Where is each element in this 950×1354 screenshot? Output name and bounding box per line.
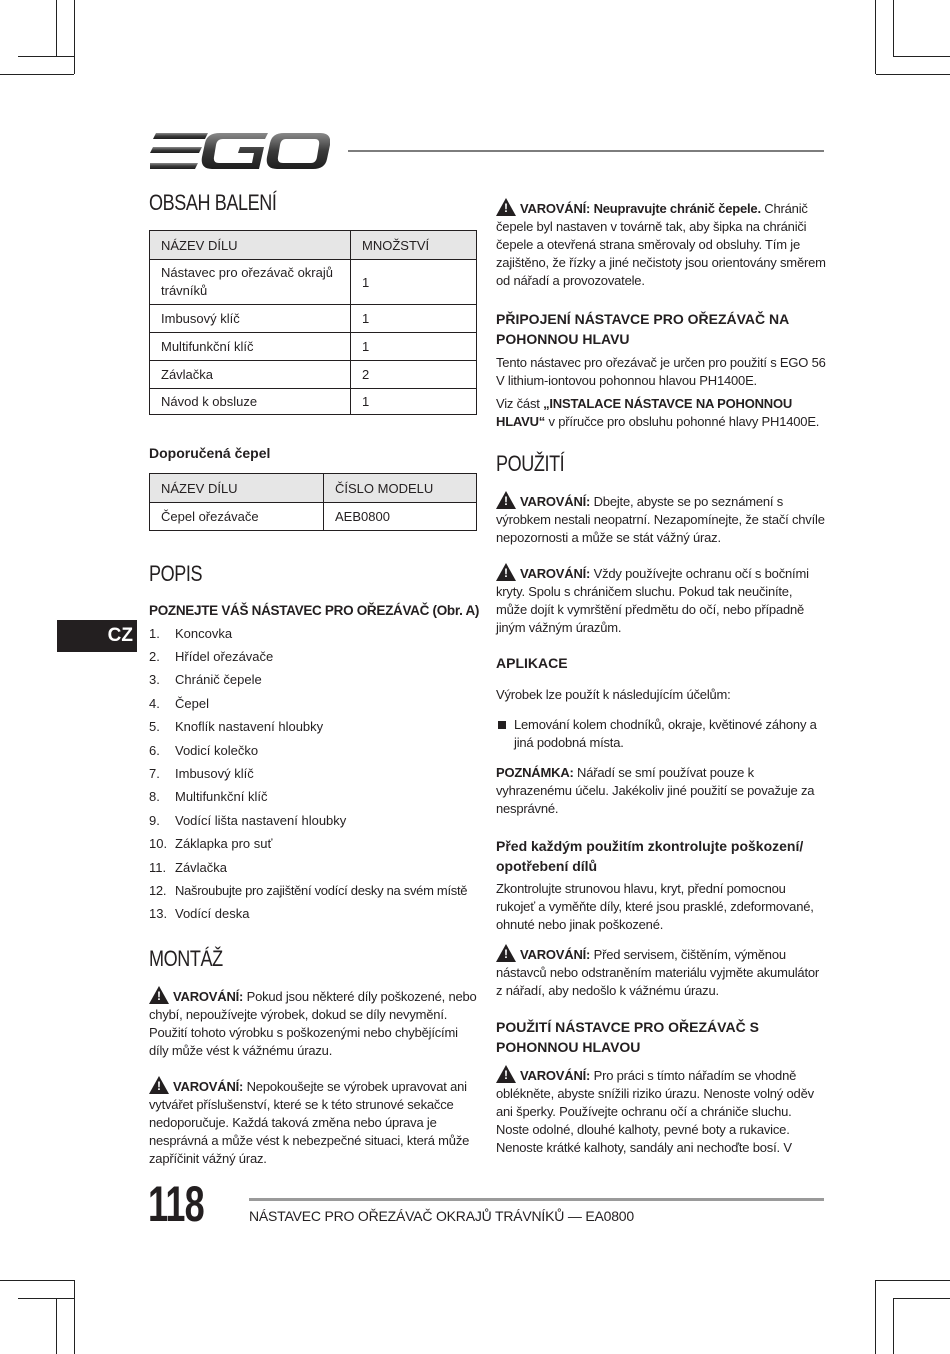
table-cell: Čepel ořezávače bbox=[150, 503, 324, 531]
warning-paragraph: !VAROVÁNÍ: Pro práci s tímto nářadím se vhodně oblékněte, abyste snížili riziko úrazu. Nenoste volný oděv ani šperky. Používejte ochranu očí a chrániče sluchu. Noste odolné, dlouhé kalhoty, pevné boty a rukavice. Nenoste krátké kalhoty, sandály ani nechoďte bosí. V bbox=[496, 1065, 826, 1157]
table-cell: 2 bbox=[351, 361, 477, 389]
assembly-heading: MONTÁŽ bbox=[149, 946, 223, 972]
parts-list bbox=[149, 622, 477, 926]
warning-icon bbox=[496, 491, 516, 509]
warning-icon bbox=[496, 198, 516, 216]
list-item: 1. Koncovka bbox=[149, 625, 233, 641]
warning-paragraph: !VAROVÁNÍ: Pokud jsou některé díly poškozené, nebo chybí, nepoužívejte výrobek, dokud se díly nevymění. Použití tohoto výrobku s poškozenými nebo chybějícími díly může vést k vážnému úrazu. bbox=[149, 986, 477, 1060]
list-item: 4. Čepel bbox=[149, 695, 209, 711]
bullet-icon bbox=[498, 721, 506, 729]
table-cell: 1 bbox=[351, 260, 477, 305]
crop-mark bbox=[876, 1280, 950, 1281]
crop-mark bbox=[74, 1280, 75, 1354]
recommended-blade-heading: Doporučená čepel bbox=[149, 445, 271, 461]
warning-icon bbox=[496, 563, 516, 581]
know-your-trimmer-heading: POZNEJTE VÁŠ NÁSTAVEC PRO OŘEZÁVAČ (Obr. A) bbox=[149, 603, 480, 618]
list-item: 3. Chránič čepele bbox=[149, 672, 262, 688]
right-column bbox=[496, 198, 826, 1157]
crop-mark bbox=[893, 1298, 950, 1299]
left-column bbox=[149, 190, 480, 1168]
list-item: 13. Vodící deska bbox=[149, 906, 250, 922]
list-item: 7. Imbusový klíč bbox=[149, 766, 254, 782]
crop-mark bbox=[74, 0, 75, 74]
description-heading: POPIS bbox=[149, 561, 203, 586]
list-item: 5. Knoflík nastavení hloubky bbox=[149, 719, 324, 735]
table-header: MNOŽSTVÍ bbox=[351, 231, 477, 260]
table-header: NÁZEV DÍLU bbox=[150, 231, 351, 260]
list-item: 10. Záklapka pro suť bbox=[149, 836, 273, 852]
crop-mark bbox=[56, 1298, 57, 1354]
crop-mark bbox=[56, 0, 57, 56]
applications-intro: Výrobek lze použít k následujícím účelům: bbox=[496, 687, 731, 702]
table-cell: AEB0800 bbox=[324, 503, 477, 531]
header-rule bbox=[348, 150, 824, 152]
table-cell: Návod k obsluze bbox=[150, 389, 351, 415]
table-header: ČÍSLO MODELU bbox=[324, 474, 477, 503]
warning-icon bbox=[149, 986, 169, 1004]
table-cell: Závlačka bbox=[150, 361, 351, 389]
footer-rule bbox=[249, 1198, 824, 1201]
crop-mark bbox=[0, 1280, 74, 1281]
list-item: 2. Hřídel ořezávače bbox=[149, 649, 274, 665]
table-cell: Multifunkční klíč bbox=[150, 333, 351, 361]
warning-paragraph: !VAROVÁNÍ: Vždy používejte ochranu očí s bočními kryty. Spolu s chráničem sluchu. Pokud tak neučiníte, může dojít k vymrštění předmětu do očí, nebo případně jiným vážným úrazům. bbox=[496, 563, 826, 637]
list-item: 8. Multifunkční klíč bbox=[149, 789, 268, 805]
crop-mark bbox=[875, 0, 876, 74]
warning-paragraph: !VAROVÁNÍ: Neupravujte chránič čepele. Chránič čepele byl nastaven v továrně tak, aby šipka na chrániči čepele a otevřená strana směrovaly od obsluhy. Tím je zajištěno, že řízky a jiné nečistoty jsou orientovány směrem od nářadí a provozovatele. bbox=[496, 198, 826, 290]
table-header: NÁZEV DÍLU bbox=[150, 474, 324, 503]
crop-mark bbox=[18, 1298, 74, 1299]
warning-icon bbox=[149, 1076, 169, 1094]
attach-reference-paragraph: Viz část „INSTALACE NÁSTAVCE NA POHONNOU HLAVU“ v příručce pro obsluhu pohonné hlavy PH1400E. bbox=[496, 396, 820, 429]
list-item: 6. Vodicí kolečko bbox=[149, 742, 259, 758]
use-heading: POUŽITÍ bbox=[496, 451, 565, 476]
list-item: 11. Závlačka bbox=[149, 859, 228, 875]
attach-heading: PŘIPOJENÍ NÁSTAVCE PRO OŘEZÁVAČ NA POHONNOU HLAVU bbox=[496, 311, 789, 347]
applications-heading: APLIKACE bbox=[496, 655, 568, 671]
warning-paragraph: !VAROVÁNÍ: Nepokoušejte se výrobek upravovat ani vytvářet příslušenství, které se k této strunové sekačce nedoporučuje. Každá taková změna nebo úprava je nesprávná a může vést k nebezpečné situaci, která může zapříčinit vážný úraz. bbox=[149, 1076, 477, 1168]
blade-table bbox=[149, 473, 477, 531]
table-cell: Nástavec pro ořezávač okrajů trávníků bbox=[150, 260, 351, 305]
inspection-heading: Před každým použitím zkontrolujte poškození/ opotřebení dílů bbox=[496, 838, 804, 874]
list-item: Lemování kolem chodníků, okraje, květinové záhony a jiná podobná místa. bbox=[496, 716, 826, 752]
using-with-powerhead-heading: POUŽITÍ NÁSTAVCE PRO OŘEZÁVAČ S POHONNOU HLAVOU bbox=[496, 1019, 759, 1055]
footer-title: NÁSTAVEC PRO OŘEZÁVAČ OKRAJŮ TRÁVNÍKŮ — EA0800 bbox=[249, 1208, 634, 1224]
crop-mark bbox=[18, 56, 74, 57]
table-cell: 1 bbox=[351, 305, 477, 333]
language-tab: CZ bbox=[57, 620, 137, 652]
crop-mark bbox=[893, 0, 894, 56]
package-contents-table bbox=[149, 230, 477, 415]
table-cell: Imbusový klíč bbox=[150, 305, 351, 333]
warning-paragraph: !VAROVÁNÍ: Dbejte, abyste se po seznámení s výrobkem nestali neopatrní. Nezapomínejte, že stačí chvíle nepozornosti a může se stát vážný úraz. bbox=[496, 491, 826, 547]
warning-icon bbox=[496, 1065, 516, 1083]
crop-mark bbox=[0, 74, 74, 75]
package-contents-heading: OBSAH BALENÍ bbox=[149, 190, 277, 215]
inspection-paragraph: Zkontrolujte strunovou hlavu, kryt, přední pomocnou rukojeť a vyměňte díly, které jsou prasklé, zdeformované, ohnuté nebo jinak poškozené. bbox=[496, 881, 814, 932]
crop-mark bbox=[876, 74, 950, 75]
warning-paragraph: !VAROVÁNÍ: Před servisem, čištěním, výměnou nástavců nebo odstraněním materiálu vyjměte akumulátor z nářadí, aby nedošlo k vážnému úrazu. bbox=[496, 944, 826, 1000]
list-item: 9. Vodící lišta nastavení hloubky bbox=[149, 812, 347, 828]
crop-mark bbox=[893, 56, 950, 57]
table-cell: 1 bbox=[351, 389, 477, 415]
table-cell: 1 bbox=[351, 333, 477, 361]
list-item: 12. Našroubujte pro zajištění vodící desky na svém místě bbox=[149, 882, 468, 898]
attach-paragraph: Tento nástavec pro ořezávač je určen pro použití s EGO 56 V lithium-iontovou pohonnou hlavou PH1400E. bbox=[496, 355, 826, 388]
note-paragraph: POZNÁMKA: Nářadí se smí používat pouze k vyhrazenému účelu. Jakékoliv jiné použití se považuje za nesprávné. bbox=[496, 765, 815, 816]
page-number: 118 bbox=[148, 1176, 204, 1232]
crop-mark bbox=[893, 1298, 894, 1354]
ego-logo bbox=[150, 131, 330, 171]
warning-icon bbox=[496, 944, 516, 962]
crop-mark bbox=[875, 1280, 876, 1354]
